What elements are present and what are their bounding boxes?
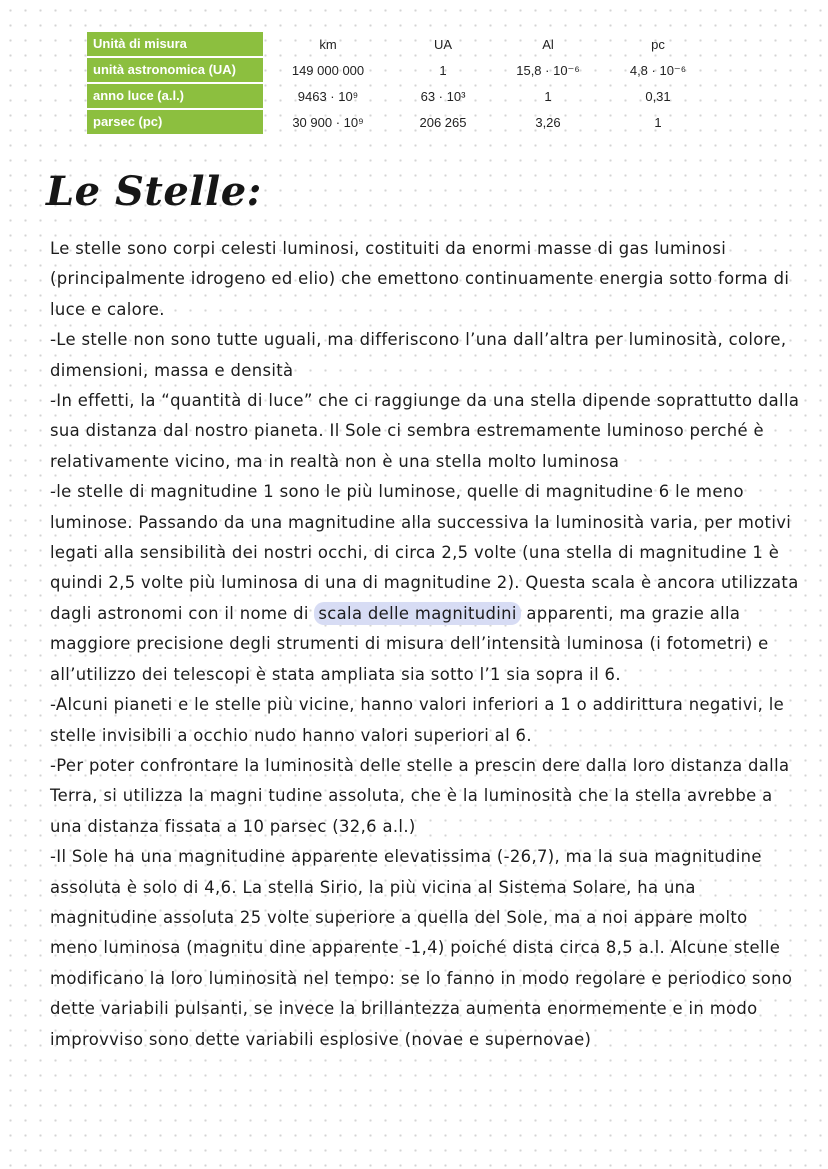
table-cell: 4,8 · 10⁻⁶: [629, 63, 687, 78]
table-row: [87, 58, 713, 84]
table-header-row: [87, 32, 713, 58]
page-title: Le Stelle:: [46, 168, 262, 215]
table-cell: 63 · 10³: [420, 89, 466, 104]
table-cell: 149 000 000: [291, 63, 365, 78]
table-header-cell: pc: [651, 37, 665, 52]
table-header-cell: Al: [542, 37, 554, 52]
table-cell: 1: [544, 89, 552, 104]
note-paragraph-magnitude: [50, 477, 800, 690]
table-cell: 3,26: [535, 115, 561, 130]
table-cell: 0,31: [645, 89, 671, 104]
row-label: anno luce (a.l.): [87, 84, 263, 110]
table-cell: 15,8 · 10⁻⁶: [516, 63, 580, 78]
row-label: parsec (pc): [87, 110, 263, 136]
row-label: unità astronomica (UA): [87, 58, 263, 84]
note-text: apparenti, ma grazie alla maggiore precisione degli strumenti di misura dell’intensità luminosa (i fotometri) e all’utilizzo dei telescopi è stata ampliata sia sotto l’1 sia sopra il 6.: [50, 603, 769, 684]
unit-conversion-table: [87, 32, 713, 136]
table-header-cell: km: [319, 37, 337, 52]
table-row: [87, 110, 713, 136]
table-cell: 1: [439, 63, 447, 78]
table-cell: 9463 · 10⁹: [297, 89, 359, 104]
table-row: [87, 84, 713, 110]
note-paragraph: -Il Sole ha una magnitudine apparente elevatissima (-26,7), ma la sua magnitudine assoluta è solo di 4,6. La stella Sirio, la più vicina al Sistema Solare, ha una magnitudine assoluta 25 volte superiore a quella del Sole, ma a noi appare molto meno luminosa (magnitu dine apparente -1,4) poiché dista circa 8,5 a.l. Alcune stelle modificano la loro luminosità nel tempo: se lo fanno in modo regolare e periodico sono dette variabili pulsanti, se invece la brillantezza aumenta enormemente e in modo improvviso sono dette variabili esplosive (novae e supernovae): [50, 847, 793, 1049]
table-cell: 30 900 · 10⁹: [292, 115, 364, 130]
table-header-cell: Unità di misura: [87, 32, 263, 58]
table-cell: 206 265: [419, 115, 467, 130]
note-paragraph: -Per poter confrontare la luminosità delle stelle a prescin dere dalla loro distanza dalla Terra, si utilizza la magni tudine assoluta, che è la luminosità che la stella avrebbe a una distanza fissata a 10 parsec (32,6 a.l.): [50, 755, 790, 836]
note-paragraph: Le stelle sono corpi celesti luminosi, costituiti da enormi masse di gas luminosi (principalmente idrogeno ed elio) che emettono continuamente energia sotto forma di luce e calore.: [50, 239, 790, 319]
note-paragraph: -In effetti, la “quantità di luce” che ci raggiunge da una stella dipende soprattutto dalla sua distanza dal nostro pianeta. Il Sole ci sembra estremamente luminoso perché è relativamente vicino, ma in realtà non è una stella molto luminosa: [50, 391, 800, 471]
notes-body: [50, 234, 800, 1055]
highlighted-term: scala delle magnitudini: [314, 602, 520, 625]
note-text: -le stelle di magnitudine 1 sono le più luminose, quelle di magnitudine 6 le meno luminose. Passando da una magnitudine alla successiva la luminosità varia, per motivi legati alla sensibilità dei nostri occhi, di circa 2,5 volte (una stella di magnitudine 1 è quindi 2,5 volte più luminosa di una di magnitudine 2). Questa scala è ancora utilizzata dagli astronomi con il nome di: [50, 482, 799, 623]
note-paragraph: -Alcuni pianeti e le stelle più vicine, hanno valori inferiori a 1 o addirittura negativi, le stelle invisibili a occhio nudo hanno valori superiori al 6.: [50, 695, 785, 745]
note-paragraph: -Le stelle non sono tutte uguali, ma differiscono l’una dall’altra per luminosità, colore, dimensioni, massa e densità: [50, 330, 787, 380]
table-header-cell: UA: [433, 37, 453, 52]
table-cell: 1: [654, 115, 662, 130]
